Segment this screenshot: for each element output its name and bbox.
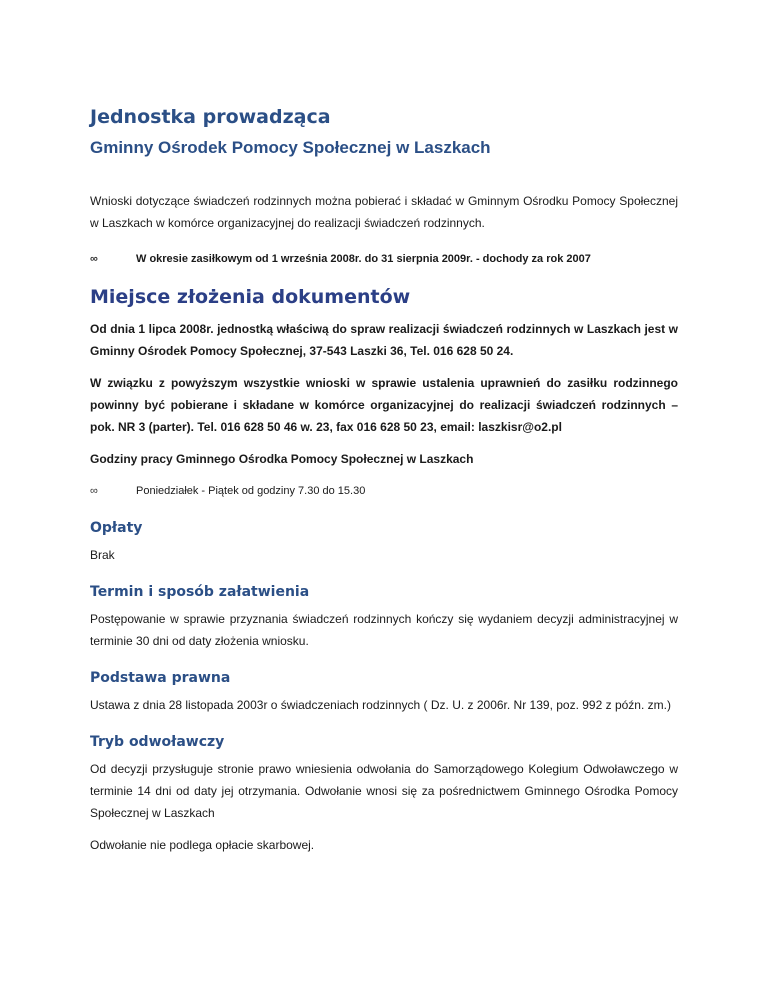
intro-bullet-list [90,250,678,268]
list-item [90,482,678,500]
hours-list [90,482,678,500]
podstawa-text: Ustawa z dnia 28 listopada 2003r o świadczeniach rodzinnych ( Dz. U. z 2006r. Nr 139, poz. 992 z późn. zm.) [90,698,671,712]
page-subtitle: Gminny Ośrodek Pomocy Społecznej w Laszkach [90,138,491,157]
intro-paragraph: Wnioski dotyczące świadczeń rodzinnych można pobierać i składać w Gminnym Ośrodku Pomocy Społecznej w Laszkach w komórce organizacyjnej do realizacji świadczeń rodzinnych. [90,194,678,230]
tryb-text-1: Od decyzji przysługuje stronie prawo wniesienia odwołania do Samorządowego Kolegium Odwoławczego w terminie 14 dni od daty jej otrzymania. Odwołanie wnosi się za pośrednictwem Gminnego Ośrodka Pomocy Społecznej w Laszkach [90,762,678,820]
section-heading-miejsce: Miejsce złożenia dokumentów [90,286,411,308]
tryb-text-2: Odwołanie nie podlega opłacie skarbowej. [90,838,315,852]
section-heading-oplaty: Opłaty [90,520,143,536]
miejsce-paragraph-1: Od dnia 1 lipca 2008r. jednostką właściwą do spraw realizacji świadczeń rodzinnych w Laszkach jest w Gminny Ośrodek Pomocy Społecznej, 37-543 Laszki 36, Tel. 016 628 50 24. [90,322,678,358]
termin-text: Postępowanie w sprawie przyznania świadczeń rodzinnych kończy się wydaniem decyzji administracyjnej w terminie 30 dni od daty złożenia wniosku. [90,612,678,648]
miejsce-paragraph-2: W związku z powyższym wszystkie wnioski w sprawie ustalenia uprawnień do zasiłku rodzinnego powinny być pobierane i składane w komórce organizacyjnej do realizacji świadczeń rodzinnych – pok. NR 3 (parter). Tel. 016 628 50 46 w. 23, fax 016 628 50 23, email: laszkisr@o2.pl [90,376,678,434]
list-item-text: Poniedziałek - Piątek od godziny 7.30 do 15.30 [136,485,366,497]
list-item-text: W okresie zasiłkowym od 1 września 2008r. do 31 sierpnia 2009r. - dochody za rok 2007 [136,253,591,265]
section-heading-tryb: Tryb odwoławczy [90,734,225,750]
page-title: Jednostka prowadząca [90,106,331,128]
section-heading-termin: Termin i sposób załatwienia [90,584,310,600]
oplaty-text: Brak [90,548,115,562]
document-page [90,104,678,856]
list-item [90,250,678,268]
hours-title: Godziny pracy Gminnego Ośrodka Pomocy Społecznej w Laszkach [90,452,474,466]
section-heading-podstawa: Podstawa prawna [90,670,231,686]
infinity-bullet-icon: ∞ [90,253,98,265]
infinity-bullet-icon: ∞ [90,485,98,497]
